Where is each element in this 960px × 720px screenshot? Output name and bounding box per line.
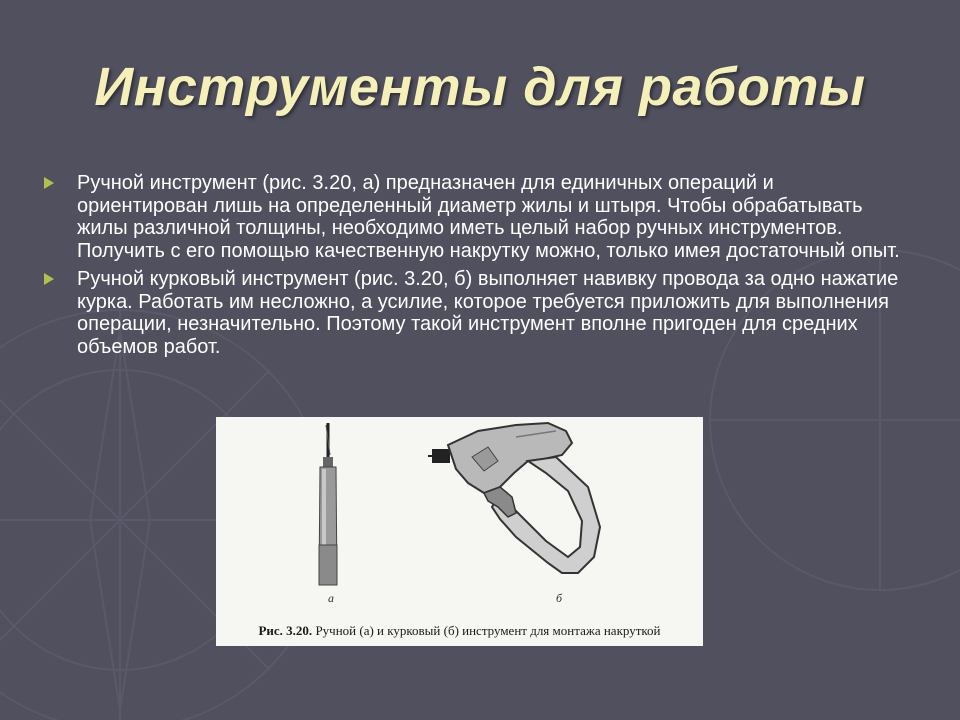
manual-tool-drawing [319, 423, 337, 585]
triangle-bullet-icon [44, 273, 54, 285]
bullet-list [44, 172, 904, 364]
figure-caption-text: Ручной (а) и курковый (б) инструмент для монтажа накруткой [312, 623, 661, 638]
bullet-item-manual-tool [44, 172, 904, 262]
bullet-text: Ручной инструмент (рис. 3.20, а) предназначен для единичных операций и ориентирован лишь на определенный диаметр жилы и штыря. Чтобы обрабатывать жилы различной толщины, необходимо иметь целый набор ручных инструментов. Получить с его помощью качественную накрутку можно, только имея достаточный опыт. [77, 172, 900, 262]
figure-label-a: а [328, 591, 334, 605]
slide-title: Инструменты для работы [94, 57, 866, 117]
triangle-bullet-icon [44, 177, 54, 189]
trigger-tool-drawing [428, 423, 600, 573]
figure-label-b: б [556, 591, 563, 605]
figure-tools-image [216, 417, 703, 646]
bullet-text: Ручной курковый инструмент (рис. 3.20, б) выполняет навивку провода за одно нажатие курка. Работать им несложно, а усилие, которое требуется приложить для выполнения операции, незначительно. Поэтому такой инструмент вполне пригоден для средних объемов работ. [77, 268, 899, 358]
bullet-item-trigger-tool [44, 268, 904, 358]
figure-caption-ref: Рис. 3.20. [258, 623, 313, 638]
figure-caption [216, 623, 703, 639]
tools-illustration [216, 417, 703, 646]
